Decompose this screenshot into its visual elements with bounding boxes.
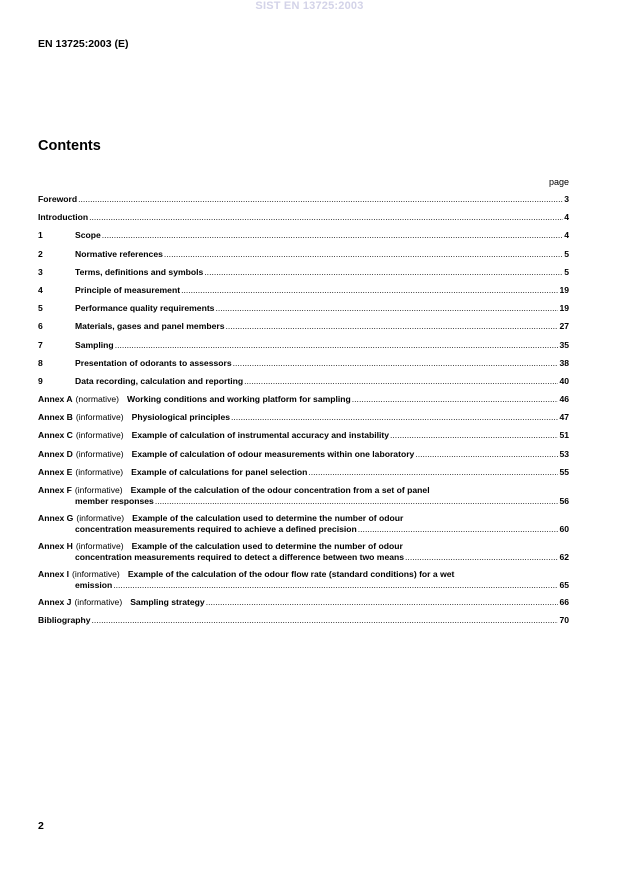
toc-entry-annex[interactable] (38, 449, 569, 460)
toc-entry-annex[interactable] (38, 394, 569, 405)
toc-entry-page: 38 (559, 357, 569, 368)
toc-entry-page: 56 (559, 496, 569, 506)
toc-entry-page: 5 (564, 248, 569, 259)
toc-entry-annex[interactable] (38, 430, 569, 441)
dot-leader (352, 394, 559, 405)
annex-label: Annex J (38, 597, 72, 607)
toc-entry-page: 19 (559, 284, 569, 295)
watermark: SIST EN 13725:2003 (255, 0, 364, 12)
clause-number: 9 (38, 375, 43, 386)
toc-entry-page: 70 (559, 615, 569, 626)
toc-entry-annex[interactable] (38, 412, 569, 423)
annex-type: (informative) (72, 569, 120, 579)
toc-entry-page: 66 (559, 597, 569, 607)
toc-entry-annex[interactable] (38, 541, 569, 563)
toc-entry-title-continued: concentration measurements required to achieve a defined precision (75, 524, 357, 534)
toc-entry-title: Example of the calculation of the odour concentration from a set of panel (130, 485, 430, 495)
toc-entry-introduction[interactable] (38, 212, 569, 223)
toc-entry-title-continued: concentration measurements required to detect a difference between two means (75, 552, 405, 562)
clause-number: 7 (38, 339, 43, 350)
dot-leader (115, 340, 559, 351)
toc-entry-title: Example of the calculation of the odour flow rate (standard conditions) for a wet (127, 569, 455, 579)
toc-entry-clause[interactable] (38, 358, 569, 369)
toc-entry-title: Normative references (75, 248, 163, 259)
toc-entry-clause[interactable] (38, 340, 569, 351)
toc-entry-title: Sampling strategy (130, 597, 205, 607)
toc-entry-clause[interactable] (38, 303, 569, 314)
toc-entry-title: Foreword (38, 194, 78, 204)
annex-type: (informative) (75, 448, 124, 459)
annex-label: Annex B (38, 412, 73, 423)
dot-leader (164, 249, 563, 260)
dot-leader (308, 467, 558, 478)
annex-label: Annex C (38, 430, 73, 441)
toc-entry-page: 35 (559, 339, 569, 350)
dot-leader (102, 230, 563, 241)
clause-number: 6 (38, 321, 43, 332)
annex-type: (informative) (76, 513, 125, 523)
dot-leader (244, 376, 558, 387)
page-title: Contents (38, 138, 101, 154)
annex-label: Annex G (38, 513, 74, 523)
annex-label: Annex E (38, 466, 73, 477)
dot-leader (226, 321, 559, 332)
clause-number: 5 (38, 303, 43, 314)
standard-header: EN 13725:2003 (E) (38, 38, 129, 50)
toc-entry-clause[interactable] (38, 267, 569, 278)
toc-entry-title: Materials, gases and panel members (75, 321, 225, 332)
toc-entry-page: 3 (564, 194, 569, 204)
annex-label: Annex H (38, 541, 73, 551)
toc-entry-page: 60 (559, 524, 569, 534)
toc-entry-page: 4 (564, 212, 569, 223)
toc-entry-title-continued: member responses (75, 496, 154, 506)
dot-leader (204, 267, 563, 278)
dot-leader (155, 496, 559, 507)
annex-type: (informative) (75, 430, 124, 441)
page-number: 2 (38, 820, 44, 832)
toc-entry-annex[interactable] (38, 569, 569, 591)
clause-number: 2 (38, 248, 43, 259)
toc-entry-annex[interactable] (38, 513, 569, 535)
toc-entry-clause[interactable] (38, 230, 569, 241)
toc-entry-title: Bibliography (38, 615, 91, 626)
toc-entry-page: 5 (564, 266, 569, 277)
annex-type: (informative) (74, 597, 123, 607)
toc-entry-annex[interactable] (38, 467, 569, 478)
toc-entry-title: Presentation of odorants to assessors (75, 357, 232, 368)
page-column-label: page (548, 177, 569, 187)
dot-leader (231, 412, 558, 423)
annex-type: (informative) (75, 412, 124, 423)
toc-entry-foreword[interactable] (38, 194, 569, 205)
toc-entry-page: 55 (559, 466, 569, 477)
dot-leader (358, 524, 559, 535)
toc-entry-annex[interactable] (38, 597, 569, 608)
toc-entry-clause[interactable] (38, 321, 569, 332)
toc-entry-title: Data recording, calculation and reporting (75, 375, 244, 386)
dot-leader (89, 212, 563, 223)
toc-entry-annex[interactable] (38, 485, 569, 507)
toc-entry-page: 51 (559, 430, 569, 441)
toc-entry-clause[interactable] (38, 376, 569, 387)
table-of-contents (38, 194, 569, 633)
annex-label: Annex F (38, 485, 72, 495)
annex-type: (normative) (75, 394, 120, 405)
clause-number: 8 (38, 357, 43, 368)
dot-leader (215, 303, 558, 314)
dot-leader (206, 597, 559, 608)
dot-leader (181, 285, 558, 296)
toc-entry-title: Principle of measurement (75, 284, 181, 295)
annex-type: (informative) (75, 541, 124, 551)
clause-number: 3 (38, 266, 43, 277)
toc-entry-title: Performance quality requirements (75, 303, 215, 314)
toc-entry-title: Scope (75, 230, 101, 241)
dot-leader (233, 358, 559, 369)
toc-entry-clause[interactable] (38, 249, 569, 260)
annex-label: Annex D (38, 448, 73, 459)
toc-entry-bibliography[interactable] (38, 615, 569, 626)
toc-entry-title: Example of calculations for panel selection (131, 466, 308, 477)
toc-entry-title: Physiological principles (131, 412, 231, 423)
toc-entry-title: Example of the calculation used to determine the number of odour (132, 513, 404, 523)
dot-leader (78, 194, 563, 205)
dot-leader (92, 615, 559, 626)
toc-entry-page: 47 (559, 412, 569, 423)
annex-type: (informative) (75, 466, 124, 477)
toc-entry-page: 4 (564, 230, 569, 241)
toc-entry-page: 46 (559, 394, 569, 405)
toc-entry-page: 53 (559, 448, 569, 459)
toc-entry-title: Example of calculation of instrumental accuracy and instability (131, 430, 390, 441)
toc-entry-page: 40 (559, 375, 569, 386)
clause-number: 1 (38, 230, 43, 241)
dot-leader (415, 449, 558, 460)
annex-label: Annex A (38, 394, 73, 405)
toc-entry-clause[interactable] (38, 285, 569, 296)
dot-leader (113, 580, 558, 591)
toc-entry-title: Working conditions and working platform for sampling (127, 394, 351, 405)
toc-entry-title: Sampling (75, 339, 114, 350)
toc-entry-page: 19 (559, 303, 569, 314)
annex-label: Annex I (38, 569, 70, 579)
dot-leader (390, 430, 558, 441)
toc-entry-title: Example of the calculation used to determine the number of odour (131, 541, 403, 551)
annex-type: (informative) (74, 485, 123, 495)
clause-number: 4 (38, 284, 43, 295)
dot-leader (405, 552, 558, 563)
toc-entry-title-continued: emission (75, 580, 113, 590)
toc-entry-title: Introduction (38, 212, 89, 223)
toc-entry-page: 62 (559, 552, 569, 562)
toc-entry-title: Terms, definitions and symbols (75, 266, 204, 277)
toc-entry-title: Example of calculation of odour measurements within one laboratory (131, 448, 415, 459)
toc-entry-page: 27 (559, 321, 569, 332)
toc-entry-page: 65 (559, 580, 569, 590)
